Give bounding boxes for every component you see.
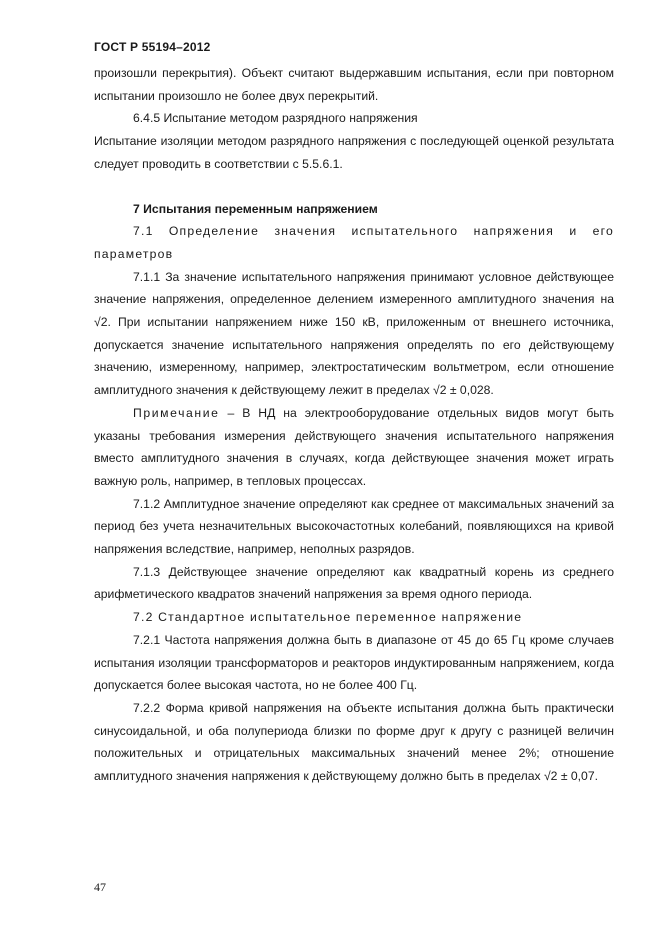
document-page [94, 0, 614, 935]
note-text: – В НД на электрооборудование отдельных видов могут быть указаны требования измерения действующего значения испытательного напряжения вместо амплитудного значения в случаях, когда действующее значения может играть важную роль, например, в тепловых процессах. [94, 405, 614, 488]
document-body [94, 62, 614, 788]
section-spacer [94, 176, 614, 198]
section-7-title: 7 Испытания переменным напряжением [133, 201, 378, 216]
clause-7-2-heading: 7.2 Стандартное испытательное переменное напряжение [133, 610, 523, 625]
clause-6-4-5-heading: 6.4.5 Испытание методом разрядного напряжения [133, 111, 418, 126]
document-header: ГОСТ Р 55194–2012 [94, 40, 211, 54]
clause-7-2-2: 7.2.2 Форма кривой напряжения на объекте испытания должна быть практически синусоидальной, и оба полупериода близки по форме друг к другу с разницей величин положительных и отрицательных максимальных значений менее 2%; отношение амплитудного значения напряжения к действующему должно быть в пределах √2 ± 0,07. [94, 700, 614, 784]
clause-7-1-3: 7.1.3 Действующее значение определяют как квадратный корень из среднего арифметического квадратов значений напряжения за время одного периода. [94, 564, 614, 602]
clause-7-1-1: 7.1.1 За значение испытательного напряжения принимают условное действующее значение напряжения, определенное делением измеренного амплитудного значения на √2. При испытании напряжением ниже 150 кВ, приложенным от внешнего источника, допускается значение испытательного напряжения определять по его действующему значению, измеренному, например, электростатическим вольтметром, если отношение амплитудного значения к действующему лежит в пределах √2 ± 0,028. [94, 269, 614, 398]
clause-7-1-2: 7.1.2 Амплитудное значение определяют как среднее от максимальных значений за период без учета незначительных высокочастотных колебаний, появляющихся на кривой напряжения вследствие, например, неполных разрядов. [94, 496, 614, 557]
page-number: 47 [94, 880, 106, 894]
note-paragraph [94, 402, 614, 493]
clause-6-4-5-text: Испытание изоляции методом разрядного напряжения с последующей оценкой результата следует проводить в соответствии с 5.5.6.1. [94, 134, 614, 171]
paragraph-continuation: произошли перекрытия). Объект считают выдержавшим испытания, если при повторном испытании произошло не более двух перекрытий. [94, 66, 614, 103]
clause-7-2-1: 7.2.1 Частота напряжения должна быть в диапазоне от 45 до 65 Гц кроме случаев испытания изоляции трансформаторов и реакторов индуктированным напряжением, когда допускается более высокая частота, но не более 400 Гц. [94, 632, 614, 693]
note-label: Примечание [133, 405, 220, 420]
clause-7-1-heading: 7.1 Определение значения испытательного напряжения и его параметров [94, 224, 614, 261]
